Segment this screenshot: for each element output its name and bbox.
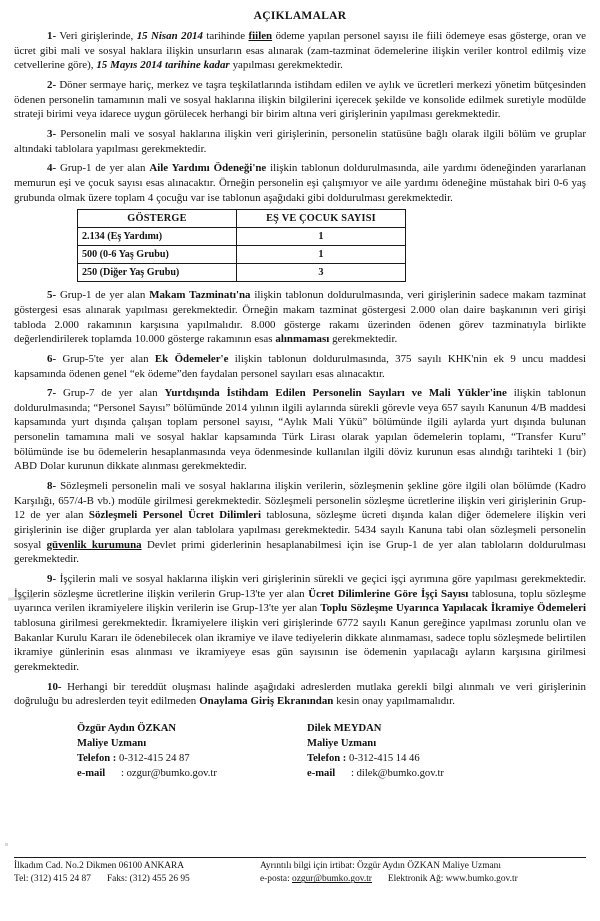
paragraph-2-number: 2- xyxy=(47,78,57,91)
signatory-email-row xyxy=(307,766,537,781)
signature-column-2 xyxy=(307,721,537,781)
gosterge-table-head xyxy=(78,210,406,228)
footer-row-2 xyxy=(14,873,586,887)
paragraph-5-text-2: ilişkin tablonun doldurulmasında, veri girişlerinin sadece makam tazminat göstergesi esas alınarak yapılması gerekmektedir. Örneğin makam tazminat göstergesi 2.000 olan daire başkanının veri girişi tabloda 2.000 rakamının karşısına yapılmalıdır. 8.000 gösterge rakamı üzerinden ödenen görev tazminatıyla birlikte değerlendirilerek toplamda 10.000 gösterge rakamının esas xyxy=(14,289,586,346)
paragraph-2 xyxy=(14,78,586,122)
paragraph-6-term-ek-odemeler: Ek Ödemeler'e xyxy=(154,352,229,365)
paragraph-5 xyxy=(14,288,586,347)
paragraph-8-text-1: Sözleşmeli personelin mali ve sosyal haklarına ilişkin verilerin, sözleşmenin şekline göre ilgili olan bölümde (Kadro Karşılığı, 657/4-B vb.) modüle girilmesi gerekmektedir. Sözleşmeli personelin sözleşme ücretlerine ilişkin veri girişlerinin Grup-12 de yer alan xyxy=(14,480,586,522)
paragraph-10 xyxy=(14,680,586,709)
signatory-phone-row xyxy=(307,751,537,766)
email-label: e-mail xyxy=(307,768,336,780)
paragraph-5-number: 5- xyxy=(47,289,57,302)
paragraph-8-emphasis-guvenlik-kurumuna: güvenlik kurumuna xyxy=(46,538,142,551)
paragraph-1-emphasis-fiilen: fiilen xyxy=(248,30,273,42)
paragraph-7-number: 7- xyxy=(47,387,57,400)
paragraph-1-deadline: 15 Mayıs 2014 tarihine kadar xyxy=(96,59,230,72)
paragraph-5-term-makam-tazminati: Makam Tazminatı'na xyxy=(149,289,251,302)
table-header-row xyxy=(78,210,406,228)
paragraph-7 xyxy=(14,386,586,474)
paragraph-7-term-yurtdisi-personel: Yurtdışında İstihdam Edilen Personelin Sayıları ve Mali Yükler'ine xyxy=(164,387,507,400)
gosterge-table-wrapper xyxy=(14,209,586,282)
paragraph-8-text-3: Devlet primi giderlerinin hesaplanabilmesi için ise Grup-1 de yer alan tabloların doldurulması gerekmektedir. xyxy=(14,538,586,566)
table-cell-gosterge: 250 (Diğer Yaş Grubu) xyxy=(78,264,237,282)
paragraph-8-term-ucret-dilimleri: Sözleşmeli Personel Ücret Dilimleri xyxy=(88,509,262,522)
table-cell-gosterge: 2.134 (Eş Yardımı) xyxy=(78,228,237,246)
signatory-role: Maliye Uzmanı xyxy=(77,737,147,749)
footer-fax: Faks: (312) 455 26 95 xyxy=(106,874,190,885)
paragraph-6-text-2: ilişkin tablonun doldurulmasında, 375 sayılı KHK'nin ek 9 uncu maddesi kapsamında ödenen genel “ek ödeme”den faydalan personel sayıları esas alınacaktır. xyxy=(14,352,586,380)
table-header-sayi: EŞ VE ÇOCUK SAYISI xyxy=(237,210,406,228)
signatory-email-row xyxy=(77,766,307,781)
paragraph-9 xyxy=(14,572,586,675)
paragraph-7-text-2: ilişkin tablonun doldurulmasında; “Personel Sayısı” bölümünde 2014 yılının ilgili aylarında sürekli görevle veya 657 sayılı Kanunun 4/B maddesi kapsamında yurt dışında çalışan toplam personel sayısı, “Aylık Mali Yükü” bölümünde ilgili aylarda yurt dışında bulunan personelin tamamına mali ve sosyal haklar kapsamında Türk Lirası olarak yapılan ödemelerin toplamı, “Transfer Kuru” bölümünde ise bu ödemelerin hesaplanmasında veya ödenmesinde kullanılan ilgili döviz kurunun esas alındığı tarihteki 1 (bir) ABD Dolar kurunun dikkate alınması gerekmektedir. xyxy=(14,387,586,473)
page-footer xyxy=(14,857,586,887)
paragraph-7-text-1: Grup-7 de yer alan xyxy=(56,387,165,400)
paragraph-1-text-3: ödeme yapılan personel sayısı ile fiili ödemeye esas gösterge, oran ve ücret gibi mali ve sosyal haklara ilişkin unsurların esas alınarak (zam-tazminat ödemelerine ilişkin veriler kontrol edilmiş vize cetvellerine göre), xyxy=(14,30,586,72)
signatory-name: Özgür Aydın ÖZKAN xyxy=(77,722,177,734)
paragraph-8-number: 8- xyxy=(47,480,57,493)
paragraph-10-number: 10- xyxy=(47,680,62,693)
paragraph-5-emphasis-alinmamasi: alınmaması xyxy=(275,333,330,346)
email-separator: : xyxy=(121,768,124,780)
table-cell-gosterge: 500 (0-6 Yaş Grubu) xyxy=(78,246,237,264)
phone-label: Telefon : xyxy=(77,753,117,764)
paragraph-1-number: 1- xyxy=(47,30,57,42)
paragraph-4-number: 4- xyxy=(47,162,57,175)
paragraph-1-text-1: Veri girişlerinde, xyxy=(56,30,137,42)
paragraph-4-text-1: Grup-1 de yer alan xyxy=(56,162,150,175)
table-cell-sayi: 1 xyxy=(237,246,406,264)
paragraph-9-text-1: İşçilerin mali ve sosyal haklarına ilişkin veri girişlerinin sürekli ve geçici işçi ayrımına göre yapılması gerekmektedir. İşçilerin sözleşme ücretlerine ilişkin verilerin Grup-13'te yer alan xyxy=(14,573,586,600)
phone-label: Telefon : xyxy=(307,753,347,764)
paragraph-3 xyxy=(14,127,586,156)
footer-address: İlkadım Cad. No.2 Dikmen 06100 ANKARA xyxy=(14,860,185,871)
paragraph-2-text: Döner sermaye hariç, merkez ve taşra teşkilatlarında istihdam edilen ve aylık ve ücretleri merkezi yönetim bütçesinden ödenen personelin tamamının mali ve sosyal haklarına ilişkin bilgilerini içerecek şekilde ve konsolide edilmek suretiyle modülde strateji birimi veya idarece uygun görülecek herhangi bir birim altına veri girişlerinin yapılması gerekmektedir. xyxy=(14,78,586,121)
paragraph-9-text-2: tablosuna, toplu sözleşme uyarınca verilen ikramiyelere ilişkin verilerin ise Grup-13'te yer alan xyxy=(14,587,586,615)
paragraph-9-term-ikramiye-odemeleri: Toplu Sözleşme Uyarınca Yapılacak İkramiye Ödemeleri xyxy=(320,602,586,615)
phone-value: 0-312-415 14 46 xyxy=(349,753,420,764)
footer-contact-info: Ayrıntılı bilgi için irtibat: Özgür Aydın ÖZKAN Maliye Uzmanı xyxy=(260,860,501,871)
paragraph-9-number: 9- xyxy=(47,573,57,586)
paragraph-1-date-start: 15 Nisan 2014 xyxy=(136,30,203,42)
scan-artifact xyxy=(5,843,8,846)
paragraph-10-text-1: Herhangi bir tereddüt oluşması halinde aşağıdaki adreslerden mutlaka gerekli bilgi alınmalı ve veri girişlerinin doğruluğu bu adreslerden teyit edilmeden xyxy=(14,680,586,708)
paragraph-4-term-aile-yardimi: Aile Yardımı Ödeneği'ne xyxy=(149,162,267,175)
paragraph-6-text-1: Grup-5'te yer alan xyxy=(56,352,155,365)
footer-web-value[interactable]: www.bumko.gov.tr xyxy=(445,874,518,885)
table-cell-sayi: 1 xyxy=(237,228,406,246)
paragraph-3-number: 3- xyxy=(47,127,57,140)
paragraph-6-number: 6- xyxy=(47,352,57,365)
paragraph-1-text-2: tarihinde xyxy=(202,30,249,42)
footer-row-1 xyxy=(14,860,586,874)
gosterge-table-body xyxy=(78,228,406,282)
gosterge-table xyxy=(77,209,406,282)
email-value[interactable]: ozgur@bumko.gov.tr xyxy=(126,768,217,780)
signature-column-1 xyxy=(77,721,307,781)
phone-value: 0-312-415 24 87 xyxy=(119,753,190,764)
paragraph-5-text-3: gerekmektedir. xyxy=(329,333,398,346)
table-cell-sayi: 3 xyxy=(237,264,406,282)
table-row xyxy=(78,228,406,246)
footer-web-label: Elektronik Ağ: xyxy=(387,874,444,885)
paragraph-3-text: Personelin mali ve sosyal haklarına ilişkin veri girişlerinin, personelin statüsüne bağlı olarak ilgili bölüm ve gruplar altındaki tablolara yapılması gerekmektedir. xyxy=(14,127,586,155)
table-row xyxy=(78,246,406,264)
signatory-name: Dilek MEYDAN xyxy=(307,722,382,734)
signatory-role: Maliye Uzmanı xyxy=(307,737,377,749)
footer-tel: Tel: (312) 415 24 87 xyxy=(14,874,91,885)
paragraph-8 xyxy=(14,479,586,567)
paragraph-10-text-2: kesin onay yapılmamalıdır. xyxy=(333,695,455,708)
paragraph-6 xyxy=(14,352,586,381)
paragraph-4 xyxy=(14,161,586,205)
paragraph-1 xyxy=(14,29,586,73)
paragraph-4-text-2: ilişkin tablonun doldurulmasında, aile yardımı ödeneğinden yararlanan memurun eşi ve çocuk sayısı esas alınacaktır. Örneğin personelin eşi çalışmıyor ve aile yardımı ödeneğine müstahak biri 0-6 yaş grubunda olmak üzere toplam 4 çocuğu var ise tablonun aşağıdaki gibi doldurulması gerekmektedir. xyxy=(14,162,586,204)
page-title: AÇIKLAMALAR xyxy=(253,10,347,22)
email-separator: : xyxy=(351,768,354,780)
paragraph-9-text-3: tablosuna girilmesi gerekmektedir. İkramiyelere ilişkin veri girişlerinde 6772 sayılı Kanun gereğince yapılması zorunlu olan ve Bakanlar Kurulu Kararı ile ödenebilecek olan ikramiye ve ilave tediyelerin dikkate alınmaması, sadece toplu sözleşmede belirtilen ikramiye günlerinin esas alınması ve ikramiyeye esas gün sayısının ise ödemenin yapılacağı ayların karşısına girilmesi gerekmektedir. xyxy=(14,617,586,673)
paragraph-8-text-2: tablosuna, sözleşme ücreti dışında kalan diğer ödemelere ilişkin veri girişlerinin ise diğer gruplarda yer alan tablolara yapılması gerekmektedir. 5434 sayılı Kanuna tabi olan sözleşmeli personelin sosyal xyxy=(14,509,586,551)
email-label: e-mail xyxy=(77,768,106,780)
paragraph-9-term-ucret-dilimlerine-gore: Ücret Dilimlerine Göre İşçi Sayısı xyxy=(308,587,469,600)
paragraph-5-text-1: Grup-1 de yer alan xyxy=(56,289,150,302)
signature-block xyxy=(14,721,586,781)
paragraph-1-text-4: yapılması gerekmektedir. xyxy=(229,59,343,72)
footer-eposta-web xyxy=(260,873,586,887)
footer-eposta-value[interactable]: ozgur@bumko.gov.tr xyxy=(292,874,372,885)
paragraph-10-term-onaylama-ekrani: Onaylama Giriş Ekranından xyxy=(199,695,334,708)
signatory-phone-row xyxy=(77,751,307,766)
footer-tel-fax xyxy=(14,873,260,887)
table-row xyxy=(78,264,406,282)
footer-eposta-label: e-posta: xyxy=(260,874,290,885)
table-header-gosterge: GÖSTERGE xyxy=(78,210,237,228)
email-value[interactable]: dilek@bumko.gov.tr xyxy=(356,768,444,780)
